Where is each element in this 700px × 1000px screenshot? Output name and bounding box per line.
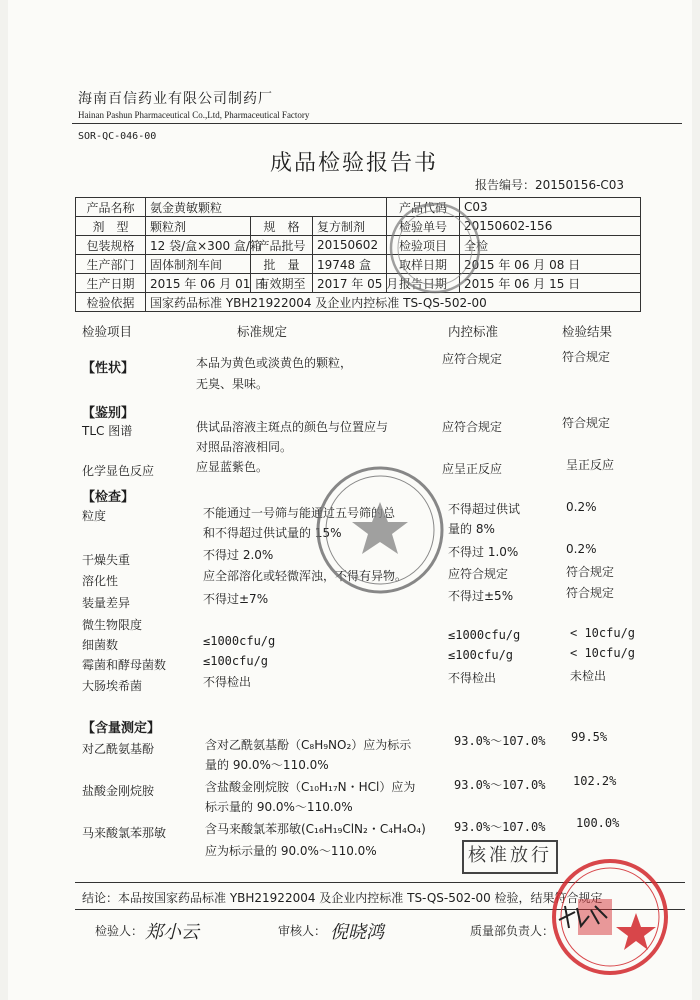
bacteria-count-standard: ≤1000cfu/g	[203, 634, 276, 648]
info-row-package	[76, 236, 641, 255]
ecoli-internal: 不得检出	[448, 671, 497, 685]
granularity-internal-1: 不得超过供试	[448, 502, 521, 516]
drying-loss-standard: 不得过 2.0%	[203, 548, 274, 562]
info-value: 复方制剂	[313, 217, 387, 236]
info-label: 检验项目	[387, 236, 460, 255]
assay-acetaminophen-result: 99.5%	[571, 730, 608, 744]
col-header-internal: 内控标准	[448, 324, 499, 339]
inspector-signature: 郑小云	[145, 922, 199, 943]
assay-acetaminophen-item: 对乙酰氨基酚	[82, 742, 155, 756]
info-value: 20150602-156	[460, 217, 641, 236]
section-assay: 【含量测定】	[82, 721, 161, 736]
granularity-standard-2: 和不得超过供试量的 15%	[203, 526, 342, 540]
info-value: C03	[460, 198, 641, 217]
microbial-limit-item: 微生物限度	[82, 618, 143, 632]
assay-chlorphenamine-internal: 93.0%～107.0%	[454, 820, 546, 834]
assay-amantadine-item: 盐酸金刚烷胺	[82, 784, 155, 798]
tlc-item: TLC 图谱	[82, 424, 133, 438]
info-label: 检验依据	[76, 293, 146, 312]
info-value: 19748 盒	[313, 255, 387, 274]
info-label: 产品代码	[387, 198, 460, 217]
fill-variation-result: 符合规定	[566, 586, 615, 600]
qa-manager-signature	[555, 902, 615, 932]
color-reaction-internal: 应呈正反应	[442, 462, 503, 476]
solubility-item: 溶化性	[82, 574, 119, 588]
info-value: 2015 年 06 月 01 日	[146, 274, 251, 293]
info-row-dosage	[76, 217, 641, 236]
bacteria-count-item: 细菌数	[82, 638, 119, 652]
info-value: 2015 年 06 月 15 日	[460, 274, 641, 293]
info-row-basis	[76, 293, 641, 312]
assay-amantadine-result: 102.2%	[573, 774, 617, 788]
section-checks: 【检查】	[82, 490, 135, 505]
info-label: 产品名称	[76, 198, 146, 217]
col-header-result: 检验结果	[562, 324, 613, 339]
info-value: 2017 年 05 月	[313, 274, 387, 293]
color-reaction-standard: 应显蓝紫色。	[196, 460, 269, 474]
granularity-standard-1: 不能通过一号筛与能通过五号筛的总	[203, 506, 396, 520]
info-label: 检验单号	[387, 217, 460, 236]
qa-manager-label: 质量部负责人：	[470, 924, 555, 938]
solubility-result: 符合规定	[566, 565, 615, 579]
ecoli-result: 未检出	[570, 669, 607, 683]
conclusion-text: 结论：本品按国家药品标准 YBH21922004 及企业内控标准 TS-QS-502-00 检验，结果符合规定	[82, 891, 603, 905]
info-label: 取样日期	[387, 255, 460, 274]
bacteria-count-internal: ≤1000cfu/g	[448, 628, 521, 642]
assay-chlorphenamine-result: 100.0%	[576, 816, 620, 830]
appearance-standard-2: 无臭、果味。	[196, 377, 269, 391]
product-info-table	[75, 197, 641, 312]
section-appearance: 【性状】	[82, 361, 135, 376]
tlc-internal: 应符合规定	[442, 420, 503, 434]
info-row-dates	[76, 274, 641, 293]
fill-variation-item: 装量差异	[82, 596, 131, 610]
report-number: 报告编号：20150156-C03	[475, 178, 625, 192]
info-value: 国家药品标准 YBH21922004 及企业内控标准 TS-QS-502-00	[146, 293, 641, 312]
drying-loss-result: 0.2%	[566, 542, 597, 556]
company-name-cn: 海南百信药业有限公司制药厂	[78, 91, 273, 107]
reviewer-label: 审核人：	[278, 924, 327, 938]
color-reaction-result: 呈正反应	[566, 458, 615, 472]
info-label: 包装规格	[76, 236, 146, 255]
drying-loss-item: 干燥失重	[82, 553, 131, 567]
assay-acetaminophen-standard-1: 含对乙酰氨基酚（C₈H₉NO₂）应为标示	[205, 738, 412, 752]
col-header-item: 检验项目	[82, 324, 133, 339]
fill-variation-standard: 不得过±7%	[203, 592, 269, 606]
info-value: 12 袋/盒×300 盒/箱	[146, 236, 251, 255]
granularity-result: 0.2%	[566, 500, 597, 514]
info-value: 全检	[460, 236, 641, 255]
assay-chlorphenamine-standard-2: 应为标示量的 90.0%～110.0%	[205, 844, 377, 858]
info-label: 生产日期	[76, 274, 146, 293]
mold-yeast-item: 霉菌和酵母菌数	[82, 658, 167, 672]
info-value: 固体制剂车间	[146, 255, 251, 274]
bacteria-count-result: < 10cfu/g	[570, 626, 636, 640]
assay-chlorphenamine-standard-1: 含马来酸氯苯那敏(C₁₆H₁₉ClN₂・C₄H₄O₄)	[205, 822, 426, 836]
doc-number: SOR-QC-046-00	[78, 131, 157, 142]
info-value: 20150602	[313, 236, 387, 255]
tlc-standard-1: 供试品溶液主斑点的颜色与位置应与	[196, 420, 389, 434]
appearance-result: 符合规定	[562, 350, 611, 364]
assay-amantadine-standard-2: 标示量的 90.0%～110.0%	[205, 800, 353, 814]
appearance-standard-1: 本品为黄色或淡黄色的颗粒，	[196, 356, 353, 370]
mold-yeast-standard: ≤100cfu/g	[203, 654, 269, 668]
tlc-standard-2: 对照品溶液相同。	[196, 440, 293, 454]
company-name-en: Hainan Pashun Pharmaceutical Co.,Ltd, Pharmaceutical Factory	[78, 110, 310, 120]
report-title: 成品检验报告书	[270, 151, 439, 176]
info-row-department	[76, 255, 641, 274]
info-label: 有效期至	[251, 274, 313, 293]
info-seal-gray	[385, 198, 485, 298]
assay-acetaminophen-internal: 93.0%～107.0%	[454, 734, 546, 748]
info-label: 生产部门	[76, 255, 146, 274]
granularity-internal-2: 量的 8%	[448, 522, 495, 536]
release-approved-stamp: 核准放行	[462, 840, 558, 874]
header-rule	[72, 123, 682, 124]
inspection-seal-gray	[310, 460, 450, 600]
info-label: 规 格	[251, 217, 313, 236]
fill-variation-internal: 不得过±5%	[448, 589, 514, 603]
reviewer-signature: 倪晓鸿	[330, 922, 384, 943]
info-label: 报告日期	[387, 274, 460, 293]
assay-amantadine-standard-1: 含盐酸金刚烷胺（C₁₀H₁₇N・HCl）应为	[205, 780, 416, 794]
section-identification: 【鉴别】	[82, 406, 135, 421]
assay-acetaminophen-standard-2: 量的 90.0%～110.0%	[205, 758, 329, 772]
assay-chlorphenamine-item: 马来酸氯苯那敏	[82, 826, 167, 840]
info-label: 批 量	[251, 255, 313, 274]
info-value: 2015 年 06 月 08 日	[460, 255, 641, 274]
granularity-item: 粒度	[82, 509, 107, 523]
appearance-internal: 应符合规定	[442, 352, 503, 366]
assay-amantadine-internal: 93.0%～107.0%	[454, 778, 546, 792]
info-label: 产品批号	[251, 236, 313, 255]
mold-yeast-internal: ≤100cfu/g	[448, 648, 514, 662]
color-reaction-item: 化学显色反应	[82, 464, 155, 478]
info-value: 氨金黄敏颗粒	[146, 198, 387, 217]
solubility-internal: 应符合规定	[448, 567, 509, 581]
drying-loss-internal: 不得过 1.0%	[448, 545, 519, 559]
ecoli-item: 大肠埃希菌	[82, 679, 143, 693]
inspector-label: 检验人：	[95, 924, 144, 938]
info-value: 颗粒剂	[146, 217, 251, 236]
mold-yeast-result: < 10cfu/g	[570, 646, 636, 660]
col-header-standard: 标准规定	[237, 324, 288, 339]
ecoli-standard: 不得检出	[203, 675, 252, 689]
info-row-product	[76, 198, 641, 217]
info-label: 剂 型	[76, 217, 146, 236]
tlc-result: 符合规定	[562, 416, 611, 430]
solubility-standard: 应全部溶化或轻微浑浊，不得有异物。	[203, 569, 408, 583]
